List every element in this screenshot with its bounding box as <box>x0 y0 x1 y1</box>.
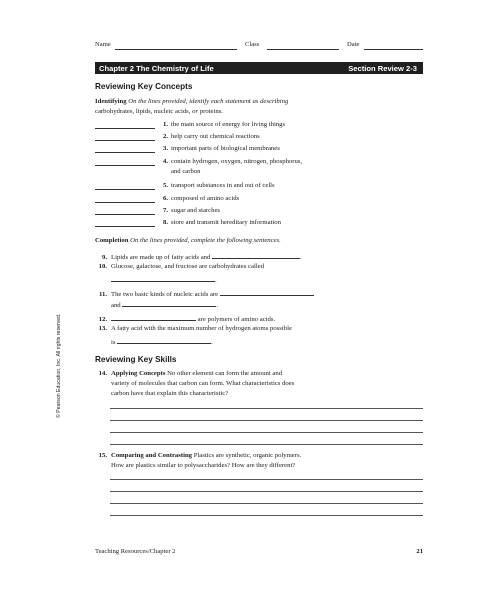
question-text: Glucose, galactose, and fructose are carbohydrates called <box>111 263 264 270</box>
class-label: Class <box>245 41 260 48</box>
question-15 <box>95 452 301 459</box>
question-text: are polymers of amino acids. <box>197 316 276 323</box>
answer-blank[interactable] <box>95 165 155 166</box>
question-text: Lipids are made up of fatty acids and <box>111 254 211 261</box>
answer-line[interactable] <box>110 491 423 492</box>
question-11-cont <box>111 299 218 309</box>
item-text: store and transmit hereditary information <box>171 219 281 226</box>
identifying-or: or <box>192 107 199 115</box>
item-number: 8. <box>162 219 168 226</box>
completion-instr: On the lines provided, complete the following sentences. <box>130 237 281 244</box>
question-text-cont: variety of molecules that carbon can form. What characteristics does <box>111 380 295 387</box>
question-number: 10. <box>98 263 107 270</box>
period: . <box>216 302 218 309</box>
answer-line[interactable] <box>110 503 423 504</box>
item-number: 2. <box>162 133 168 140</box>
answer-line[interactable] <box>110 432 423 433</box>
question-9 <box>95 251 302 261</box>
question-13-cont <box>111 336 213 346</box>
item-number: 6. <box>162 195 168 202</box>
answer-blank[interactable] <box>95 202 155 203</box>
key-skills-heading: Reviewing Key Skills <box>95 355 177 364</box>
question-number: 11. <box>99 291 107 298</box>
name-field[interactable] <box>115 49 237 50</box>
item-number: 3. <box>162 145 168 152</box>
question-10 <box>95 263 264 270</box>
header-fields <box>95 41 423 53</box>
date-field[interactable] <box>364 49 423 50</box>
answer-blank[interactable] <box>111 313 196 321</box>
question-number: 15. <box>98 452 107 459</box>
question-label: Comparing and Contrasting <box>111 452 193 459</box>
item-text: the main source of energy for living things <box>171 121 286 128</box>
copyright-notice: © Pearson Education, Inc. All rights reserved. <box>56 313 62 418</box>
question-10-answer <box>111 274 217 284</box>
answer-blank[interactable] <box>212 251 300 259</box>
answer-line[interactable] <box>110 479 423 480</box>
identifying-instr: On the lines provided, identify each statement as describing <box>128 98 289 105</box>
question-12 <box>95 313 275 323</box>
item-text: composed of amino acids <box>171 195 240 202</box>
identifying-instr2: carbohydrates, lipids, nucleic acids, <box>95 107 191 115</box>
answer-line[interactable] <box>110 515 423 516</box>
chapter-banner <box>95 62 423 74</box>
question-text-cont: carbon have that explain this characteristic? <box>111 390 229 397</box>
answer-line[interactable] <box>110 408 423 409</box>
question-text: A fatty acid with the maximum number of hydrogen atoms possible <box>111 325 292 332</box>
completion-instructions <box>95 236 435 246</box>
answer-blank[interactable] <box>95 140 155 141</box>
question-number: 9. <box>101 254 107 261</box>
answer-blank[interactable] <box>95 189 155 190</box>
key-concepts-heading: Reviewing Key Concepts <box>95 82 193 91</box>
question-text-cont: How are plastics similar to polysaccharides? How are they different? <box>111 462 296 469</box>
and-text: and <box>111 302 121 309</box>
date-label: Date <box>347 41 360 48</box>
question-text: No other element can form the amount and <box>167 370 283 377</box>
section-title: Section Review 2-3 <box>348 63 417 73</box>
answer-blank[interactable] <box>111 274 215 282</box>
answer-blank[interactable] <box>95 152 155 153</box>
item-number: 7. <box>162 207 168 214</box>
item-text: transport substances in and out of cells <box>171 182 275 189</box>
name-label: Name <box>95 41 111 48</box>
item-number: 4. <box>162 158 168 165</box>
item-number: 1. <box>162 121 168 128</box>
question-13 <box>95 325 292 332</box>
question-number: 14. <box>98 370 107 377</box>
answer-line[interactable] <box>110 420 423 421</box>
is-text: is <box>111 339 116 346</box>
question-label: Applying Concepts <box>111 370 166 377</box>
identifying-label: Identifying <box>95 98 127 105</box>
class-field[interactable] <box>267 49 339 50</box>
answer-blank[interactable] <box>220 288 314 296</box>
question-14 <box>95 370 282 377</box>
question-text: The two basic kinds of nucleic acids are <box>111 291 219 298</box>
footer-source: Teaching Resources/Chapter 2 <box>95 548 176 555</box>
item-number: 5. <box>162 182 168 189</box>
page-number: 21 <box>416 548 423 555</box>
identifying-proteins: proteins. <box>199 107 223 115</box>
period: . <box>211 339 213 346</box>
answer-blank[interactable] <box>95 214 155 215</box>
question-11 <box>95 288 314 298</box>
item-text-cont: and carbon <box>171 168 201 175</box>
identifying-instructions <box>95 97 395 116</box>
item-text: important parts of biological membranes <box>171 145 280 152</box>
period: . <box>300 254 302 261</box>
question-number: 12. <box>98 316 107 323</box>
answer-blank[interactable] <box>95 128 155 129</box>
chapter-title: Chapter 2 The Chemistry of Life <box>99 63 214 73</box>
answer-blank[interactable] <box>117 336 211 344</box>
answer-blank[interactable] <box>95 226 155 227</box>
item-text: contain hydrogen, oxygen, nitrogen, phosphorus, <box>171 158 303 165</box>
question-text: Plastics are synthetic, organic polymers. <box>193 452 302 459</box>
answer-line[interactable] <box>110 444 423 445</box>
question-number: 13. <box>98 325 107 332</box>
item-text: sugar and starches <box>171 207 221 214</box>
answer-blank[interactable] <box>122 299 216 307</box>
period: . <box>215 277 217 284</box>
item-text: help carry out chemical reactions <box>171 133 260 140</box>
completion-label: Completion <box>95 237 129 244</box>
